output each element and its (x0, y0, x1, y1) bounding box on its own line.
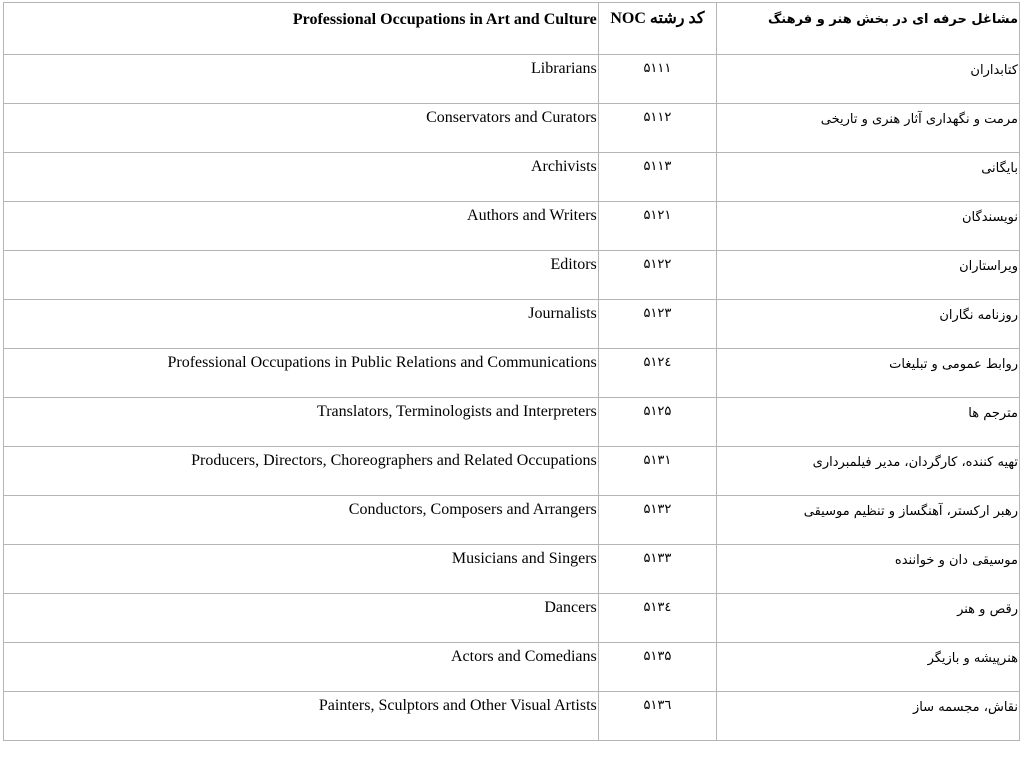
persian-cell (717, 349, 1020, 398)
noc-code: ۵۱۱۱ (643, 61, 672, 76)
table-row (4, 300, 1020, 349)
occupation-persian: هنرپیشه و بازیگر (927, 651, 1018, 666)
occupation-english: Professional Occupations in Public Relations and Communications (167, 354, 597, 371)
header-noc-label: کد رشته NOC (610, 10, 705, 27)
occupation-english: Dancers (544, 599, 597, 616)
header-persian-label: مشاغل حرفه ای در بخش هنر و فرهنگ (767, 12, 1018, 27)
occupation-persian: ویراستاران (959, 259, 1018, 274)
occupation-persian: نویسندگان (962, 210, 1018, 225)
occupation-persian: رهبر ارکستر، آهنگساز و تنظیم موسیقی (803, 504, 1018, 519)
persian-cell (717, 447, 1020, 496)
noc-cell (598, 251, 716, 300)
occupation-persian: روزنامه نگاران (939, 308, 1018, 323)
table-row (4, 692, 1020, 741)
header-english-label: Professional Occupations in Art and Culture (292, 11, 597, 28)
occupation-persian: نقاش، مجسمه ساز (912, 700, 1018, 715)
noc-cell (598, 104, 716, 153)
noc-code: ۵۱۲۵ (643, 404, 672, 419)
noc-cell (598, 447, 716, 496)
noc-code: ۵۱۲۳ (643, 306, 672, 321)
occupation-persian: رقص و هنر (957, 602, 1018, 617)
occupation-persian: کتابداران (970, 63, 1018, 78)
noc-code: ۵۱۲۲ (643, 257, 672, 272)
occupation-english: Painters, Sculptors and Other Visual Artists (318, 697, 597, 714)
table-row (4, 251, 1020, 300)
english-cell (4, 398, 599, 447)
occupation-english: Conservators and Curators (426, 109, 597, 126)
table-row (4, 153, 1020, 202)
persian-cell (717, 594, 1020, 643)
noc-code: ۵۱۳٦ (643, 698, 672, 713)
persian-cell (717, 104, 1020, 153)
noc-code: ۵۱۲۱ (643, 208, 672, 223)
table-row (4, 349, 1020, 398)
noc-cell (598, 202, 716, 251)
noc-code: ۵۱۳۵ (643, 649, 672, 664)
noc-cell (598, 594, 716, 643)
noc-code: ۵۱۱۲ (643, 110, 672, 125)
noc-code: ۵۱۳۳ (643, 551, 672, 566)
table-row (4, 643, 1020, 692)
occupation-english: Archivists (530, 158, 597, 175)
table-row (4, 202, 1020, 251)
persian-cell (717, 398, 1020, 447)
occupation-english: Authors and Writers (467, 207, 597, 224)
occupation-persian: بایگانی (981, 161, 1018, 176)
table-row (4, 496, 1020, 545)
english-cell (4, 251, 599, 300)
occupation-persian: روابط عمومی و تبلیغات (889, 357, 1018, 372)
occupation-persian: مترجم ها (968, 406, 1018, 421)
table-row (4, 594, 1020, 643)
occupation-english: Actors and Comedians (451, 648, 597, 665)
table-row (4, 104, 1020, 153)
noc-cell (598, 300, 716, 349)
noc-cell (598, 55, 716, 104)
noc-code: ۵۱۳۲ (643, 502, 672, 517)
persian-cell (717, 153, 1020, 202)
header-persian-cell (717, 3, 1020, 55)
english-cell (4, 300, 599, 349)
english-cell (4, 692, 599, 741)
persian-cell (717, 545, 1020, 594)
noc-code: ۵۱۳٤ (643, 600, 672, 615)
occupation-persian: تهیه کننده، کارگردان، مدیر فیلمبرداری (812, 455, 1018, 470)
english-cell (4, 496, 599, 545)
noc-code: ۵۱۲٤ (643, 355, 672, 370)
english-cell (4, 545, 599, 594)
table-row (4, 398, 1020, 447)
occupation-english: Journalists (528, 305, 597, 322)
noc-cell (598, 496, 716, 545)
english-cell (4, 594, 599, 643)
occupation-english: Musicians and Singers (451, 550, 597, 567)
persian-cell (717, 55, 1020, 104)
persian-cell (717, 692, 1020, 741)
persian-cell (717, 643, 1020, 692)
noc-cell (598, 398, 716, 447)
header-english-cell (4, 3, 599, 55)
english-cell (4, 202, 599, 251)
occupations-table (3, 2, 1020, 741)
occupation-english: Producers, Directors, Choreographers and Related Occupations (191, 452, 597, 469)
table-row (4, 55, 1020, 104)
noc-cell (598, 349, 716, 398)
noc-cell (598, 692, 716, 741)
occupation-english: Librarians (531, 60, 597, 77)
occupation-persian: موسیقی دان و خواننده (894, 553, 1018, 568)
occupation-persian: مرمت و نگهداری آثار هنری و تاریخی (820, 112, 1018, 127)
english-cell (4, 349, 599, 398)
noc-cell (598, 643, 716, 692)
occupation-english: Translators, Terminologists and Interpreters (317, 403, 597, 420)
persian-cell (717, 300, 1020, 349)
table-row (4, 447, 1020, 496)
noc-cell (598, 545, 716, 594)
persian-cell (717, 202, 1020, 251)
english-cell (4, 153, 599, 202)
table-row (4, 545, 1020, 594)
noc-code: ۵۱۱۳ (643, 159, 672, 174)
noc-code: ۵۱۳۱ (643, 453, 672, 468)
noc-cell (598, 153, 716, 202)
english-cell (4, 643, 599, 692)
persian-cell (717, 496, 1020, 545)
persian-cell (717, 251, 1020, 300)
table-header-row (4, 3, 1020, 55)
english-cell (4, 447, 599, 496)
occupation-english: Editors (550, 256, 597, 273)
occupation-english: Conductors, Composers and Arrangers (348, 501, 597, 518)
english-cell (4, 55, 599, 104)
header-noc-cell (598, 3, 716, 55)
english-cell (4, 104, 599, 153)
